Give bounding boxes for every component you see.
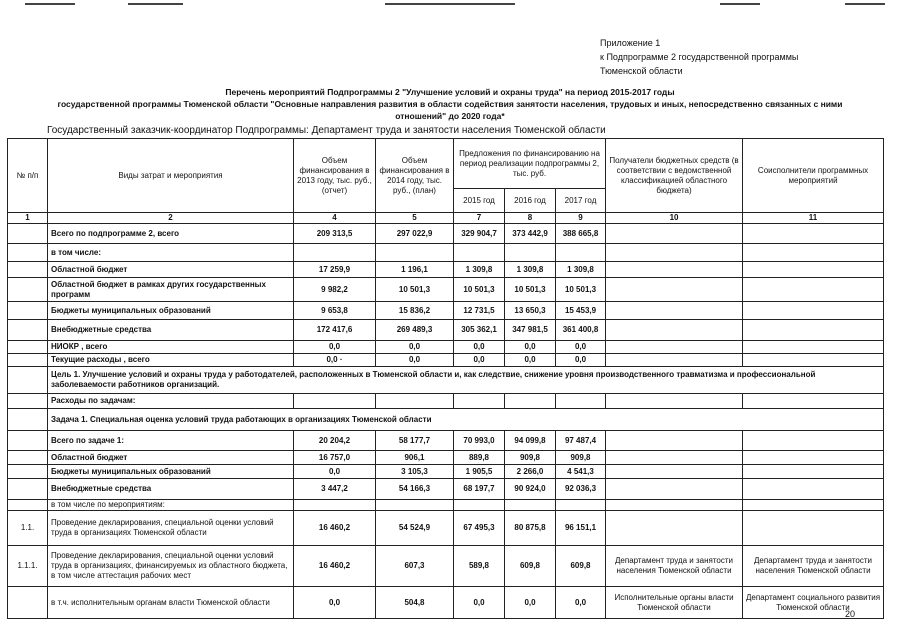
budget-recipient: Департамент труда и занятости населения Тюменской области xyxy=(606,546,743,587)
budget-recipient xyxy=(606,511,743,546)
value-2017: 0,0 xyxy=(556,354,606,367)
row-name: Внебюджетные средства xyxy=(48,479,294,500)
co-executor: Департамент социального развития Тюменской области xyxy=(743,587,884,619)
value-2016: 80 875,8 xyxy=(505,511,556,546)
value-2017: 609,8 xyxy=(556,546,606,587)
value-2017: 4 541,3 xyxy=(556,465,606,479)
value-2015: 0,0 xyxy=(454,341,505,354)
row-name: Областной бюджет в рамках других государственных программ xyxy=(48,278,294,302)
goal-row xyxy=(8,367,884,394)
top-edge-line xyxy=(720,3,760,5)
measures-table xyxy=(7,138,884,619)
value-2014: 0,0 xyxy=(376,341,454,354)
value-2014: 504,8 xyxy=(376,587,454,619)
value-2014: 0,0 xyxy=(376,354,454,367)
page-number: 20 xyxy=(845,609,856,619)
table-row xyxy=(8,262,884,278)
value-2014: 15 836,2 xyxy=(376,302,454,320)
value-2014: 58 177,7 xyxy=(376,431,454,451)
row-number xyxy=(8,262,48,278)
table-row xyxy=(8,587,884,619)
title-line: отношений" до 2020 года* xyxy=(395,111,505,121)
value-2013: 20 204,2 xyxy=(294,431,376,451)
task-row xyxy=(8,409,884,431)
co-executor xyxy=(743,278,884,302)
value-2016: 1 309,8 xyxy=(505,262,556,278)
value-2015: 67 495,3 xyxy=(454,511,505,546)
value-2013: 17 259,9 xyxy=(294,262,376,278)
row-name: в т.ч. исполнительным органам власти Тюменской области xyxy=(48,587,294,619)
header-2015: 2015 год xyxy=(454,189,505,213)
row-number xyxy=(8,354,48,367)
value-2016: 609,8 xyxy=(505,546,556,587)
title-line: Перечень мероприятий Подпрограммы 2 "Улучшение условий и охраны труда" на период 2015-2017 годы xyxy=(225,87,675,97)
value-2013: 0,0 xyxy=(294,341,376,354)
value-2014 xyxy=(376,244,454,262)
in-measures-label: в том числе по мероприятиям: xyxy=(48,500,294,511)
value-2017: 1 309,8 xyxy=(556,262,606,278)
value-2013: 172 417,6 xyxy=(294,320,376,341)
column-index: 2 xyxy=(48,213,294,224)
row-name: Областной бюджет xyxy=(48,451,294,465)
header-coexecutors: Соисполнители программных мероприятий xyxy=(743,139,884,213)
header-2017: 2017 год xyxy=(556,189,606,213)
value-2016: 2 266,0 xyxy=(505,465,556,479)
column-index: 4 xyxy=(294,213,376,224)
header-proposals: Предложения по финансированию на период реализации подпрограммы 2, тыс. руб. xyxy=(454,139,606,189)
value-2016: 10 501,3 xyxy=(505,278,556,302)
co-executor xyxy=(743,465,884,479)
budget-recipient xyxy=(606,262,743,278)
header-num: № п/п xyxy=(8,139,48,213)
co-executor xyxy=(743,354,884,367)
value-2017: 0,0 xyxy=(556,587,606,619)
table-row xyxy=(8,479,884,500)
column-index: 5 xyxy=(376,213,454,224)
column-index: 10 xyxy=(606,213,743,224)
value-2016: 13 650,3 xyxy=(505,302,556,320)
header-2016: 2016 год xyxy=(505,189,556,213)
co-executor xyxy=(743,341,884,354)
row-number xyxy=(8,465,48,479)
row-name: Областной бюджет xyxy=(48,262,294,278)
table-row xyxy=(8,451,884,465)
budget-recipient: Исполнительные органы власти Тюменской области xyxy=(606,587,743,619)
appendix-note xyxy=(600,36,798,78)
table-row xyxy=(8,320,884,341)
header-row xyxy=(8,139,884,189)
value-2014: 10 501,3 xyxy=(376,278,454,302)
row-number xyxy=(8,244,48,262)
budget-recipient xyxy=(606,479,743,500)
row-name: Текущие расходы , всего xyxy=(48,354,294,367)
measure-rows xyxy=(8,511,884,619)
column-index: 1 xyxy=(8,213,48,224)
top-edge-line xyxy=(128,3,183,5)
value-2016: 0,0 xyxy=(505,354,556,367)
state-customer-line: Государственный заказчик-координатор Подпрограммы: Департамент труда и занятости населения Тюменской области xyxy=(47,125,606,136)
column-index: 7 xyxy=(454,213,505,224)
co-executor xyxy=(743,511,884,546)
row-number xyxy=(8,431,48,451)
column-index-row xyxy=(8,213,884,224)
table-row xyxy=(8,302,884,320)
table-row xyxy=(8,341,884,354)
co-executor xyxy=(743,451,884,465)
co-executor: Департамент труда и занятости населения Тюменской области xyxy=(743,546,884,587)
budget-recipient xyxy=(606,320,743,341)
expenses-row xyxy=(8,394,884,409)
value-2013: 16 757,0 xyxy=(294,451,376,465)
row-number xyxy=(8,451,48,465)
value-2015: 1 905,5 xyxy=(454,465,505,479)
value-2015: 329 904,7 xyxy=(454,224,505,244)
row-number xyxy=(8,479,48,500)
value-2013: 9 653,8 xyxy=(294,302,376,320)
appendix-line: Тюменской области xyxy=(600,66,683,76)
value-2014: 607,3 xyxy=(376,546,454,587)
table-row xyxy=(8,431,884,451)
row-name: Бюджеты муниципальных образований xyxy=(48,465,294,479)
value-2014: 3 105,3 xyxy=(376,465,454,479)
budget-recipient xyxy=(606,278,743,302)
table-row xyxy=(8,546,884,587)
value-2015: 10 501,3 xyxy=(454,278,505,302)
top-edge-line xyxy=(25,3,75,5)
task-total-rows xyxy=(8,431,884,500)
value-2017: 909,8 xyxy=(556,451,606,465)
row-number: 1.1.1. xyxy=(8,546,48,587)
column-index: 11 xyxy=(743,213,884,224)
value-2015: 889,8 xyxy=(454,451,505,465)
table-row xyxy=(8,511,884,546)
top-edge-line xyxy=(385,3,515,5)
co-executor xyxy=(743,244,884,262)
in-measures-row xyxy=(8,500,884,511)
value-2015: 68 197,7 xyxy=(454,479,505,500)
value-2016: 347 981,5 xyxy=(505,320,556,341)
expenses-label: Расходы по задачам: xyxy=(48,394,294,409)
appendix-line: Приложение 1 xyxy=(600,38,661,48)
value-2016: 0,0 xyxy=(505,587,556,619)
value-2016: 909,8 xyxy=(505,451,556,465)
value-2013: 3 447,2 xyxy=(294,479,376,500)
row-number xyxy=(8,341,48,354)
value-2014: 297 022,9 xyxy=(376,224,454,244)
co-executor xyxy=(743,224,884,244)
table-row xyxy=(8,465,884,479)
value-2017: 92 036,3 xyxy=(556,479,606,500)
row-number xyxy=(8,320,48,341)
value-2015 xyxy=(454,244,505,262)
task-text: Задача 1. Специальная оценка условий труда работающих в организациях Тюменской области xyxy=(48,409,884,431)
row-number xyxy=(8,587,48,619)
header-recipients: Получатели бюджетных средств (в соответствии с ведомственной классификацией областного бюджета) xyxy=(606,139,743,213)
row-name: Проведение декларирования, специальной оценки условий труда в организациях, финансируемых из областного бюджета, в том числе аттестация рабочих мест xyxy=(48,546,294,587)
appendix-line: к Подпрограмме 2 государственной программы xyxy=(600,52,799,62)
value-2017: 388 665,8 xyxy=(556,224,606,244)
budget-recipient xyxy=(606,302,743,320)
row-name: Внебюджетные средства xyxy=(48,320,294,341)
row-number xyxy=(8,302,48,320)
table-row xyxy=(8,244,884,262)
value-2013: 16 460,2 xyxy=(294,511,376,546)
budget-recipient xyxy=(606,224,743,244)
co-executor xyxy=(743,431,884,451)
value-2015: 70 993,0 xyxy=(454,431,505,451)
row-name: НИОКР , всего xyxy=(48,341,294,354)
value-2013: 209 313,5 xyxy=(294,224,376,244)
co-executor xyxy=(743,262,884,278)
value-2015: 0,0 xyxy=(454,587,505,619)
value-2014: 54 524,9 xyxy=(376,511,454,546)
co-executor xyxy=(743,479,884,500)
value-2017: 96 151,1 xyxy=(556,511,606,546)
value-2015: 12 731,5 xyxy=(454,302,505,320)
value-2014: 54 166,3 xyxy=(376,479,454,500)
budget-recipient xyxy=(606,451,743,465)
budget-recipient xyxy=(606,244,743,262)
row-name: Всего по задаче 1: xyxy=(48,431,294,451)
value-2016: 373 442,9 xyxy=(505,224,556,244)
value-2015: 0,0 xyxy=(454,354,505,367)
table-row xyxy=(8,224,884,244)
value-2014: 269 489,3 xyxy=(376,320,454,341)
header-vol-2013: Объем финансирования в 2013 году, тыс. руб., (отчет) xyxy=(294,139,376,213)
value-2016: 0,0 xyxy=(505,341,556,354)
co-executor xyxy=(743,320,884,341)
budget-recipient xyxy=(606,341,743,354)
value-2015: 1 309,8 xyxy=(454,262,505,278)
value-2016: 94 099,8 xyxy=(505,431,556,451)
document-title xyxy=(50,86,850,122)
row-name: Бюджеты муниципальных образований xyxy=(48,302,294,320)
goal-text: Цель 1. Улучшение условий и охраны труда у работодателей, расположенных в Тюменской области и, как следствие, снижение уровня производственного травматизма и профессиональной заболеваемости работников организаций. xyxy=(48,367,884,394)
value-2017: 10 501,3 xyxy=(556,278,606,302)
value-2017 xyxy=(556,244,606,262)
top-edge-line xyxy=(845,3,885,5)
row-name: Всего по подпрограмме 2, всего xyxy=(48,224,294,244)
value-2015: 589,8 xyxy=(454,546,505,587)
value-2017: 361 400,8 xyxy=(556,320,606,341)
row-name: в том числе: xyxy=(48,244,294,262)
row-number xyxy=(8,278,48,302)
title-line: государственной программы Тюменской области "Основные направления развития в области содействия занятости населения, трудовых и иных, непосредственно связанных с ними xyxy=(57,99,843,109)
row-number xyxy=(8,224,48,244)
header-vol-2014: Объем финансирования в 2014 году, тыс. руб., (план) xyxy=(376,139,454,213)
subprogram-rows xyxy=(8,224,884,367)
value-2017: 0,0 xyxy=(556,341,606,354)
value-2013: 16 460,2 xyxy=(294,546,376,587)
value-2017: 97 487,4 xyxy=(556,431,606,451)
value-2014: 906,1 xyxy=(376,451,454,465)
column-index: 9 xyxy=(556,213,606,224)
value-2016 xyxy=(505,244,556,262)
value-2013 xyxy=(294,244,376,262)
value-2013: 0,0 · xyxy=(294,354,376,367)
table-row xyxy=(8,278,884,302)
value-2014: 1 196,1 xyxy=(376,262,454,278)
row-number: 1.1. xyxy=(8,511,48,546)
budget-recipient xyxy=(606,465,743,479)
value-2013: 9 982,2 xyxy=(294,278,376,302)
column-index: 8 xyxy=(505,213,556,224)
value-2017: 15 453,9 xyxy=(556,302,606,320)
value-2013: 0,0 xyxy=(294,465,376,479)
budget-recipient xyxy=(606,431,743,451)
value-2015: 305 362,1 xyxy=(454,320,505,341)
value-2013: 0,0 xyxy=(294,587,376,619)
value-2016: 90 924,0 xyxy=(505,479,556,500)
co-executor xyxy=(743,302,884,320)
budget-recipient xyxy=(606,354,743,367)
row-name: Проведение декларирования, специальной оценки условий труда в организациях Тюменской области xyxy=(48,511,294,546)
table-row xyxy=(8,354,884,367)
header-kinds: Виды затрат и мероприятия xyxy=(48,139,294,213)
